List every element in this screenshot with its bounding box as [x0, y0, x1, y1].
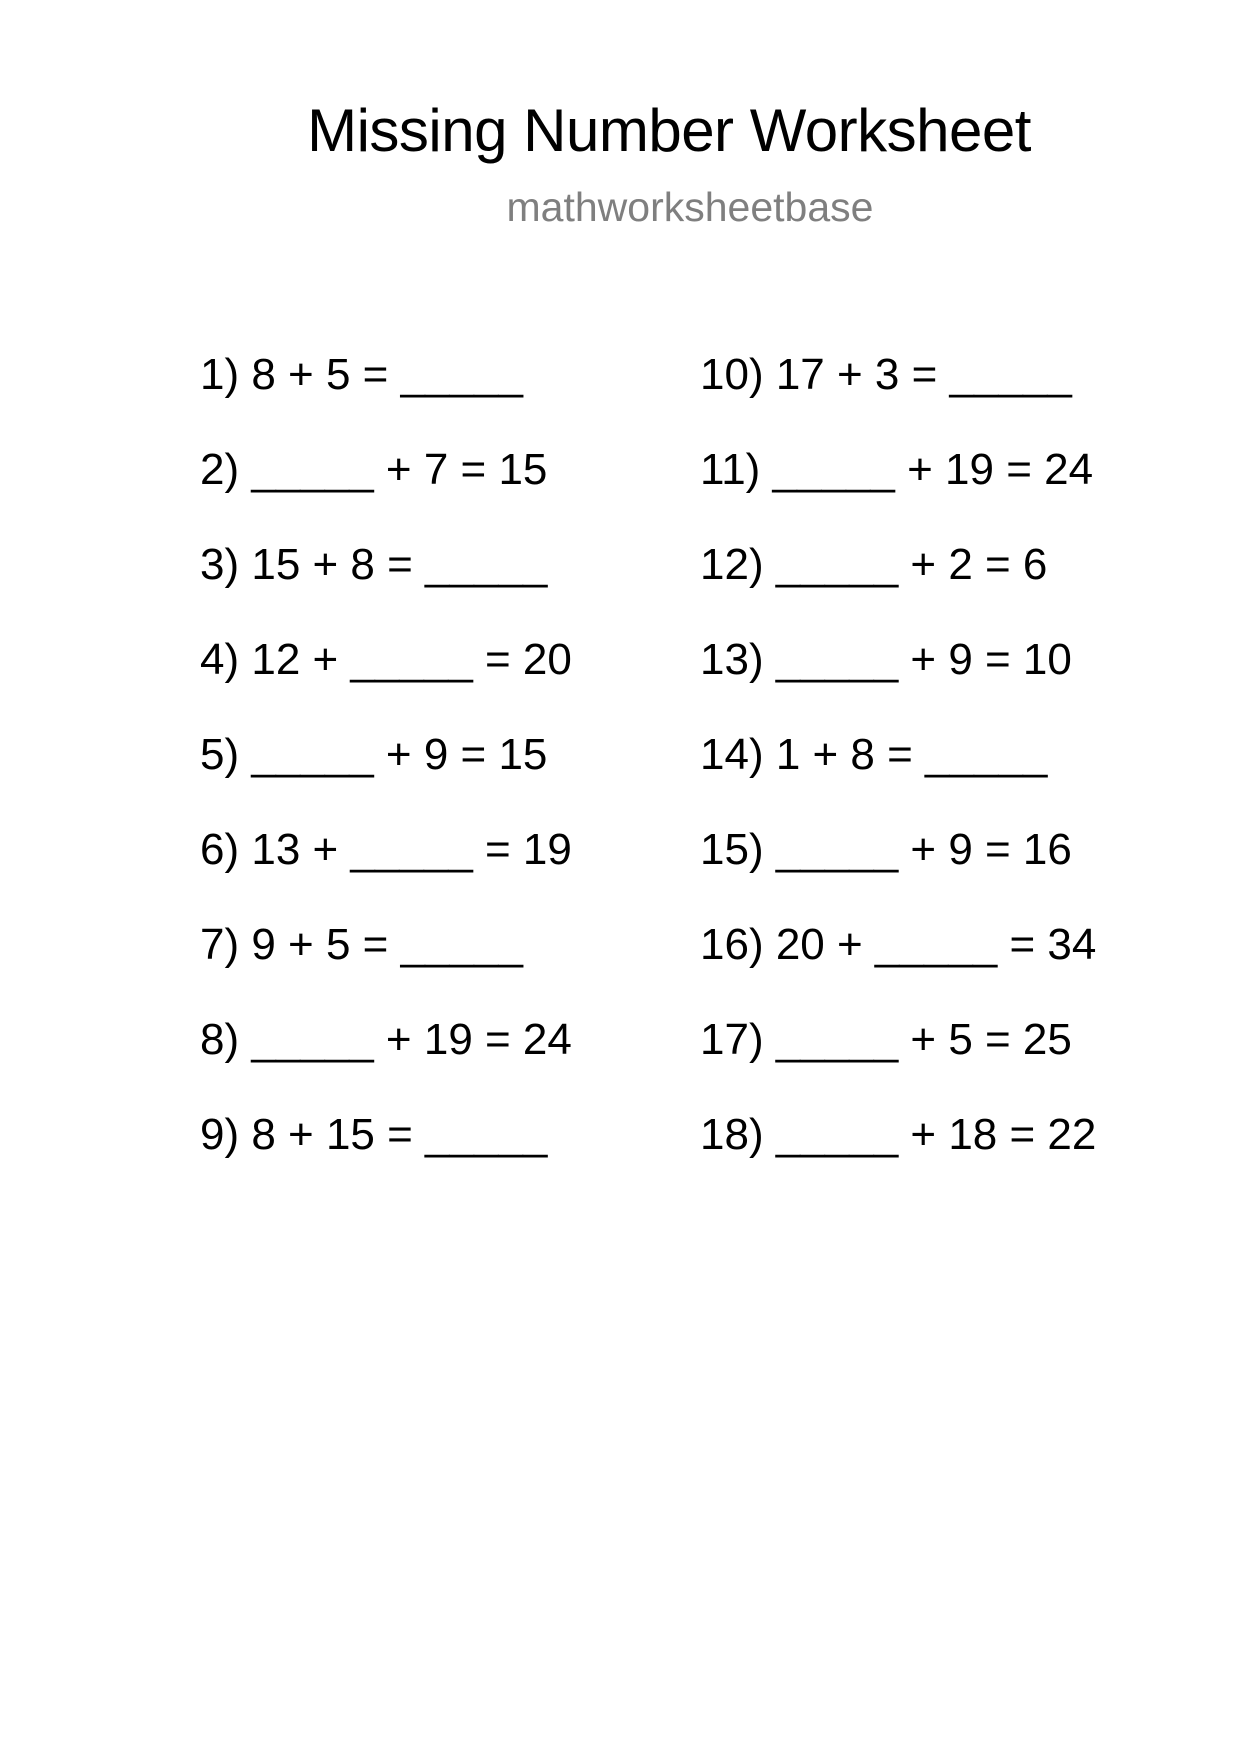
- problem-14: 14) 1 + 8 = _____: [700, 730, 1048, 779]
- problem-15: 15) _____ + 9 = 16: [700, 825, 1072, 874]
- problem-18: 18) _____ + 18 = 22: [700, 1110, 1097, 1159]
- problem-7: 7) 9 + 5 = _____: [200, 920, 523, 969]
- problem-column-right: [700, 345, 1096, 1200]
- problem-13: 13) _____ + 9 = 10: [700, 635, 1072, 684]
- problem-5: 5) _____ + 9 = 15: [200, 730, 548, 779]
- problem-2: 2) _____ + 7 = 15: [200, 445, 548, 494]
- problem-1: 1) 8 + 5 = _____: [200, 350, 523, 399]
- problem-column-left: [200, 345, 572, 1200]
- problem-10: 10) 17 + 3 = _____: [700, 350, 1072, 399]
- problem-17: 17) _____ + 5 = 25: [700, 1015, 1072, 1064]
- worksheet-title: Missing Number Worksheet: [307, 97, 1031, 164]
- problem-8: 8) _____ + 19 = 24: [200, 1015, 572, 1064]
- problem-3: 3) 15 + 8 = _____: [200, 540, 548, 589]
- problem-4: 4) 12 + _____ = 20: [200, 635, 572, 684]
- problem-11: 11) _____ + 19 = 24: [700, 445, 1094, 494]
- problem-9: 9) 8 + 15 = _____: [200, 1110, 548, 1159]
- worksheet-subtitle: mathworksheetbase: [506, 184, 874, 230]
- problem-6: 6) 13 + _____ = 19: [200, 825, 572, 874]
- problem-16: 16) 20 + _____ = 34: [700, 920, 1097, 969]
- problem-12: 12) _____ + 2 = 6: [700, 540, 1048, 589]
